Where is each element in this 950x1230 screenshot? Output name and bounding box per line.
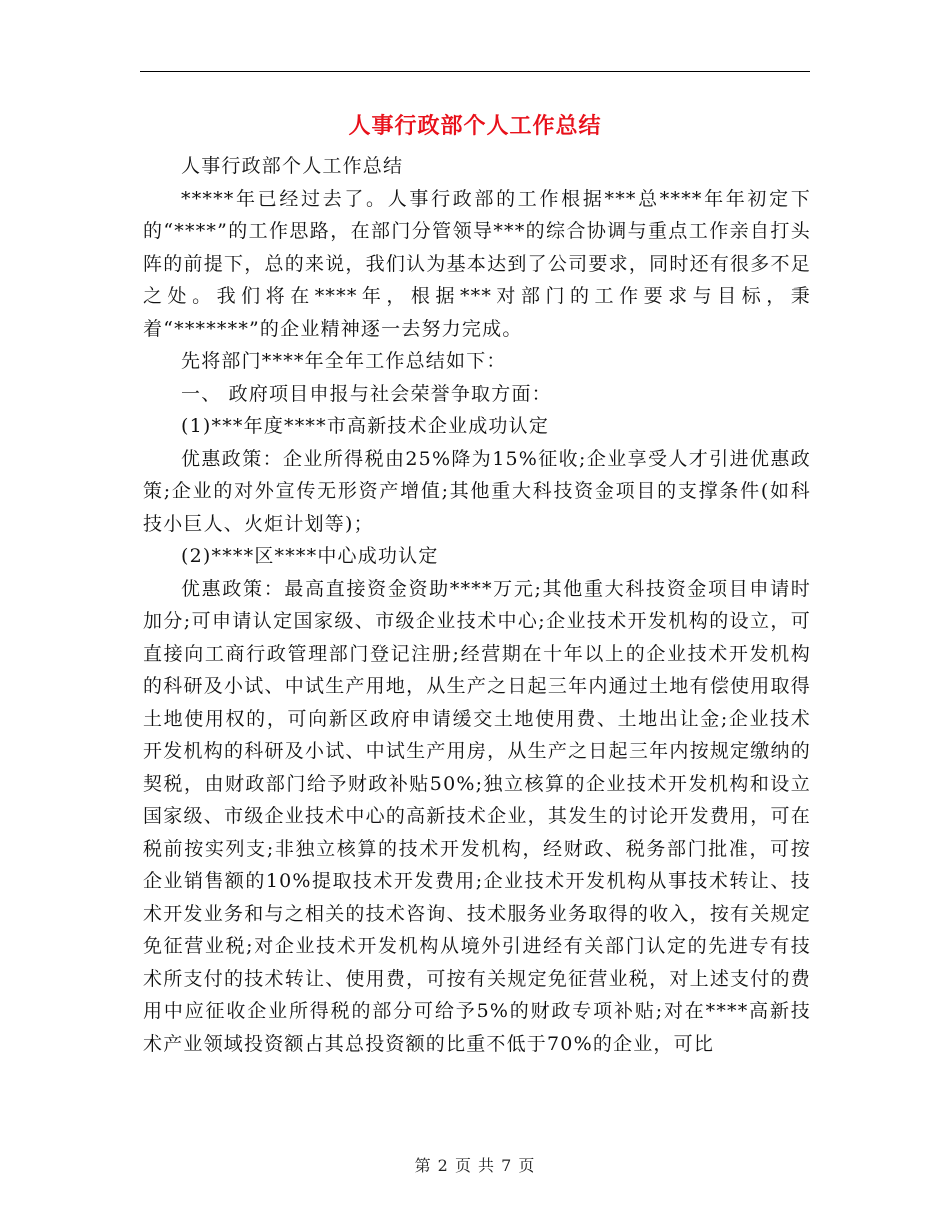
page-footer: 第 2 页 共 7 页: [414, 1156, 536, 1175]
item-heading-2: (2)****区****中心成功认定: [181, 545, 439, 567]
header-rule: [140, 71, 810, 72]
document-body: [143, 150, 811, 1060]
paragraph-policy-2: 优惠政策：最高直接资金资助****万元;其他重大科技资金项目申请时加分;可申请认定国家级、市级企业技术中心;企业技术开发机构的设立，可直接向工商行政管理部门登记注册;经营期在十年以上的企业技术开发机构的科研及小试、中试生产用地，从生产之日起三年内通过土地有偿使用取得土地使用权的，可向新区政府申请缓交土地使用费、土地出让金;企业技术开发机构的科研及小试、中试生产用房，从生产之日起三年内按规定缴纳的契税，由财政部门给予财政补贴50%;独立核算的企业技术开发机构和设立国家级、市级企业技术中心的高新技术企业，其发生的讨论开发费用，可在税前按实列支;非独立核算的技术开发机构，经财政、税务部门批准，可按企业销售额的10%提取技术开发费用;企业技术开发机构从事技术转让、技术开发业务和与之相关的技术咨询、技术服务业务取得的收入，按有关规定免征营业税;对企业技术开发机构从境外引进经有关部门认定的先进专有技术所支付的技术转让、使用费，可按有关规定免征营业税，对上述支付的费用中应征收企业所得税的部分可给予5%的财政专项补贴;对在****高新技术产业领域投资额占其总投资额的比重不低于70%的企业，可比: [143, 577, 811, 1055]
paragraph-subtitle: 人事行政部个人工作总结: [181, 155, 404, 177]
document-title: 人事行政部个人工作总结: [348, 113, 602, 139]
item-heading-1: (1)***年度****市高新技术企业成功认定: [181, 415, 550, 437]
paragraph-summary-lead: 先将部门****年全年工作总结如下：: [181, 350, 507, 372]
paragraph-policy-1: 优惠政策：企业所得税由25%降为15%征收;企业享受人才引进优惠政策;企业的对外宣传无形资产增值;其他重大科技资金项目的支撑条件(如科技小巨人、火炬计划等)；: [143, 447, 811, 535]
section-heading-1: 一、 政府项目申报与社会荣誉争取方面：: [181, 382, 552, 405]
paragraph-intro: *****年已经过去了。人事行政部的工作根据***总****年年初定下的“****”的工作思路，在部门分管领导***的综合协调与重点工作亲自打头阵的前提下，总的来说，我们认为基本达到了公司要求，同时还有很多不足之处。我们将在****年，根据***对部门的工作要求与目标，秉着“*******”的企业精神逐一去努力完成。: [143, 187, 811, 340]
